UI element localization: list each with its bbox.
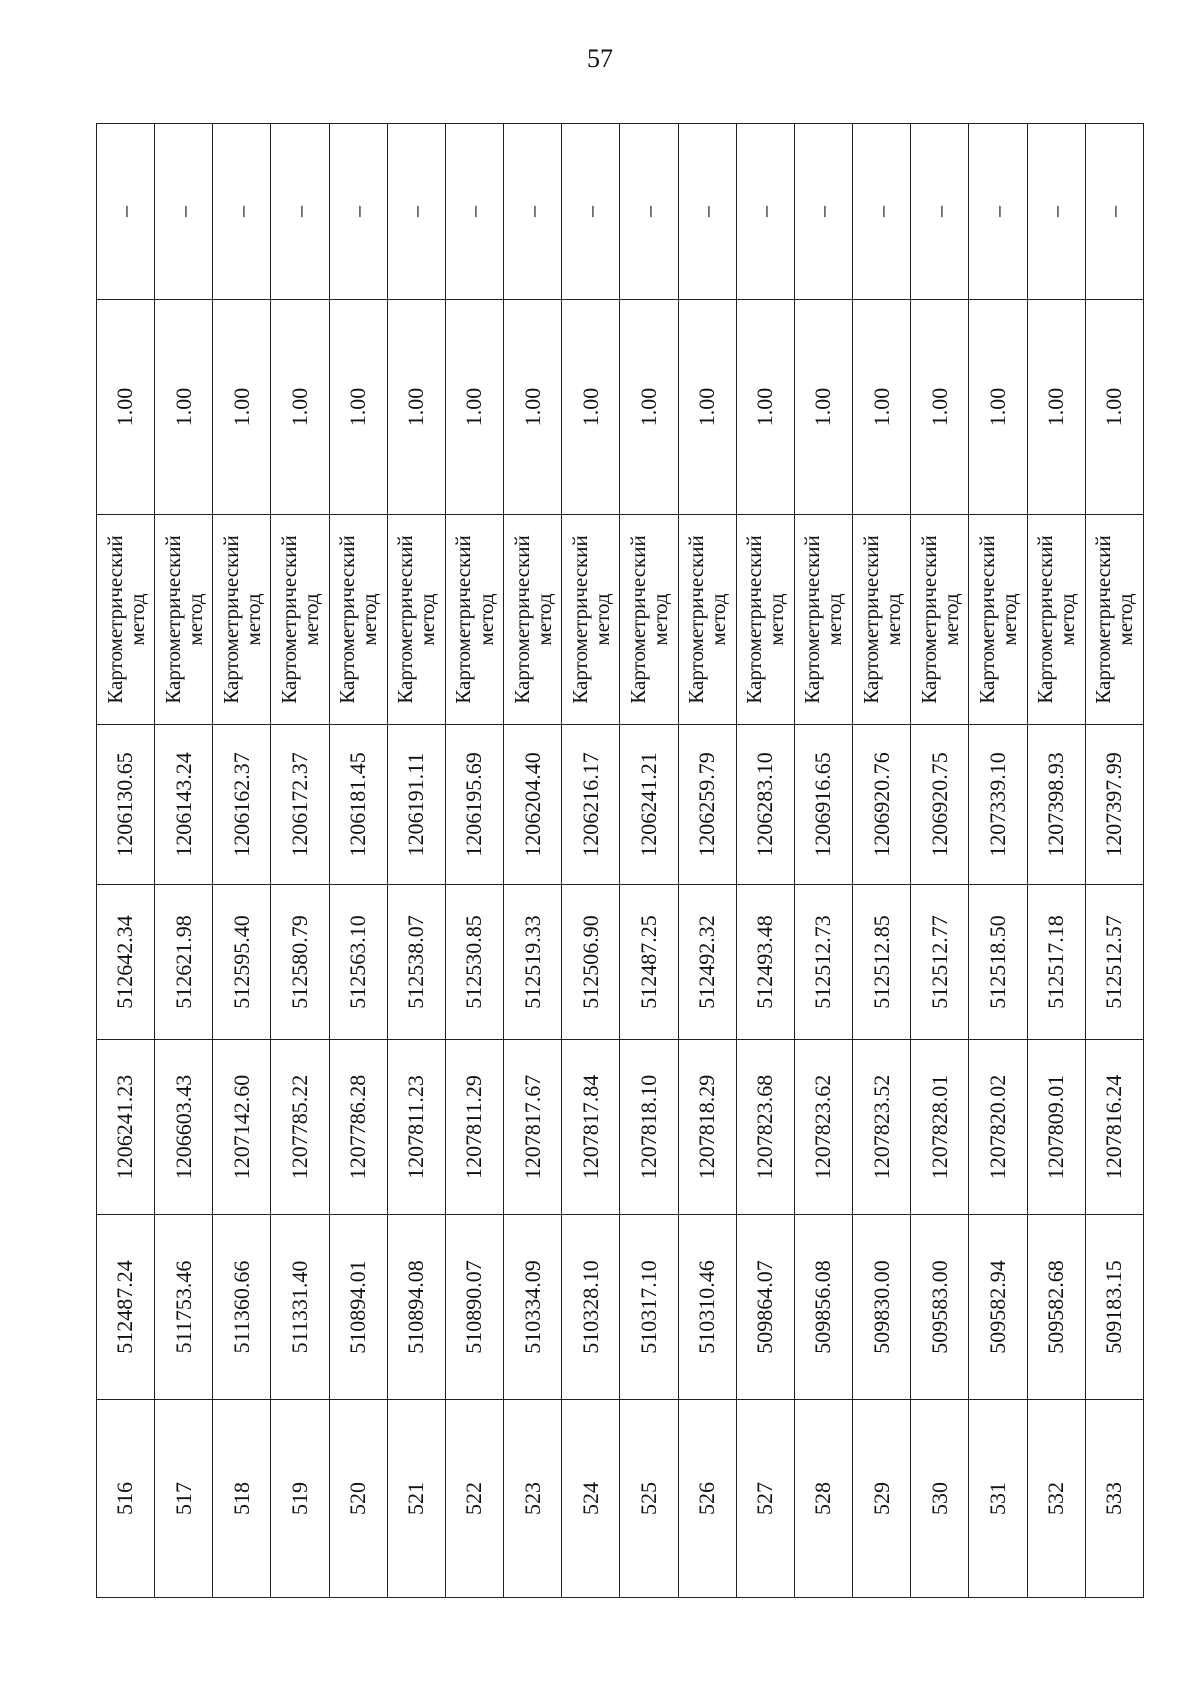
method-cell: Картометрический метод — [213, 515, 271, 725]
table-row — [562, 124, 620, 1598]
x-coordinate-cell: 509183.15 — [1085, 1215, 1143, 1400]
method-cell: Картометрический метод — [562, 515, 620, 725]
y-coordinate-cell: 1207817.67 — [504, 1040, 562, 1215]
x-coordinate-alt-cell: 512517.18 — [1027, 885, 1085, 1040]
point-number-cell: 520 — [329, 1400, 387, 1598]
y-coordinate-alt-cell: 1206162.37 — [213, 725, 271, 885]
y-coordinate-alt-cell: 1206916.65 — [794, 725, 852, 885]
y-coordinate-cell: 1207823.68 — [736, 1040, 794, 1215]
note-cell: – — [736, 124, 794, 300]
accuracy-cell: 1.00 — [562, 300, 620, 515]
method-cell: Картометрический метод — [329, 515, 387, 725]
rotated-table-wrapper — [96, 124, 1144, 1598]
x-coordinate-cell: 509583.00 — [911, 1215, 969, 1400]
table-row — [911, 124, 969, 1598]
accuracy-cell: 1.00 — [853, 300, 911, 515]
accuracy-cell: 1.00 — [213, 300, 271, 515]
point-number-cell: 532 — [1027, 1400, 1085, 1598]
point-number-cell: 529 — [853, 1400, 911, 1598]
x-coordinate-cell: 511331.40 — [271, 1215, 329, 1400]
y-coordinate-cell: 1207811.29 — [445, 1040, 503, 1215]
x-coordinate-alt-cell: 512530.85 — [445, 885, 503, 1040]
point-number-cell: 517 — [155, 1400, 213, 1598]
accuracy-cell: 1.00 — [445, 300, 503, 515]
method-cell: Картометрический метод — [1085, 515, 1143, 725]
y-coordinate-cell: 1206241.23 — [97, 1040, 155, 1215]
y-coordinate-alt-cell: 1206283.10 — [736, 725, 794, 885]
x-coordinate-alt-cell: 512512.85 — [853, 885, 911, 1040]
note-cell: – — [504, 124, 562, 300]
y-coordinate-alt-cell: 1206920.76 — [853, 725, 911, 885]
note-cell: – — [794, 124, 852, 300]
note-cell: – — [97, 124, 155, 300]
accuracy-cell: 1.00 — [329, 300, 387, 515]
x-coordinate-cell: 509864.07 — [736, 1215, 794, 1400]
accuracy-cell: 1.00 — [794, 300, 852, 515]
point-number-cell: 531 — [969, 1400, 1027, 1598]
method-cell: Картометрический метод — [97, 515, 155, 725]
y-coordinate-alt-cell: 1207398.93 — [1027, 725, 1085, 885]
method-cell: Картометрический метод — [911, 515, 969, 725]
note-cell: – — [969, 124, 1027, 300]
method-cell: Картометрический метод — [853, 515, 911, 725]
y-coordinate-alt-cell: 1206204.40 — [504, 725, 562, 885]
coordinates-table-area — [96, 124, 1144, 1598]
accuracy-cell: 1.00 — [271, 300, 329, 515]
y-coordinate-alt-cell: 1206216.17 — [562, 725, 620, 885]
method-cell: Картометрический метод — [969, 515, 1027, 725]
point-number-cell: 530 — [911, 1400, 969, 1598]
x-coordinate-cell: 510890.07 — [445, 1215, 503, 1400]
y-coordinate-cell: 1207817.84 — [562, 1040, 620, 1215]
x-coordinate-cell: 509856.08 — [794, 1215, 852, 1400]
note-cell: – — [620, 124, 678, 300]
x-coordinate-alt-cell: 512487.25 — [620, 885, 678, 1040]
y-coordinate-cell: 1207809.01 — [1027, 1040, 1085, 1215]
x-coordinate-alt-cell: 512519.33 — [504, 885, 562, 1040]
y-coordinate-alt-cell: 1206259.79 — [678, 725, 736, 885]
x-coordinate-alt-cell: 512621.98 — [155, 885, 213, 1040]
accuracy-cell: 1.00 — [736, 300, 794, 515]
coordinates-table — [96, 123, 1144, 1598]
y-coordinate-alt-cell: 1206920.75 — [911, 725, 969, 885]
table-row — [213, 124, 271, 1598]
y-coordinate-cell: 1207823.62 — [794, 1040, 852, 1215]
point-number-cell: 528 — [794, 1400, 852, 1598]
note-cell: – — [1085, 124, 1143, 300]
x-coordinate-alt-cell: 512538.07 — [387, 885, 445, 1040]
x-coordinate-cell: 509582.68 — [1027, 1215, 1085, 1400]
page-number: 57 — [587, 44, 613, 73]
accuracy-cell: 1.00 — [504, 300, 562, 515]
x-coordinate-cell: 511360.66 — [213, 1215, 271, 1400]
y-coordinate-alt-cell: 1206241.21 — [620, 725, 678, 885]
table-row — [736, 124, 794, 1598]
accuracy-cell: 1.00 — [387, 300, 445, 515]
x-coordinate-cell: 510317.10 — [620, 1215, 678, 1400]
y-coordinate-alt-cell: 1206195.69 — [445, 725, 503, 885]
x-coordinate-cell: 510310.46 — [678, 1215, 736, 1400]
x-coordinate-cell: 510328.10 — [562, 1215, 620, 1400]
table-row — [329, 124, 387, 1598]
note-cell: – — [853, 124, 911, 300]
y-coordinate-cell: 1207820.02 — [969, 1040, 1027, 1215]
y-coordinate-cell: 1207816.24 — [1085, 1040, 1143, 1215]
x-coordinate-cell: 511753.46 — [155, 1215, 213, 1400]
x-coordinate-alt-cell: 512580.79 — [271, 885, 329, 1040]
x-coordinate-alt-cell: 512563.10 — [329, 885, 387, 1040]
accuracy-cell: 1.00 — [911, 300, 969, 515]
y-coordinate-cell: 1207828.01 — [911, 1040, 969, 1215]
accuracy-cell: 1.00 — [97, 300, 155, 515]
method-cell: Картометрический метод — [1027, 515, 1085, 725]
x-coordinate-cell: 509830.00 — [853, 1215, 911, 1400]
y-coordinate-alt-cell: 1207339.10 — [969, 725, 1027, 885]
note-cell: – — [329, 124, 387, 300]
accuracy-cell: 1.00 — [969, 300, 1027, 515]
accuracy-cell: 1.00 — [1027, 300, 1085, 515]
method-cell: Картометрический метод — [155, 515, 213, 725]
x-coordinate-cell: 510894.01 — [329, 1215, 387, 1400]
y-coordinate-alt-cell: 1206130.65 — [97, 725, 155, 885]
method-cell: Картометрический метод — [678, 515, 736, 725]
y-coordinate-cell: 1207823.52 — [853, 1040, 911, 1215]
method-cell: Картометрический метод — [736, 515, 794, 725]
table-row — [853, 124, 911, 1598]
note-cell: – — [387, 124, 445, 300]
table-row — [504, 124, 562, 1598]
method-cell: Картометрический метод — [271, 515, 329, 725]
x-coordinate-alt-cell: 512506.90 — [562, 885, 620, 1040]
note-cell: – — [1027, 124, 1085, 300]
y-coordinate-cell: 1207785.22 — [271, 1040, 329, 1215]
point-number-cell: 527 — [736, 1400, 794, 1598]
y-coordinate-alt-cell: 1206191.11 — [387, 725, 445, 885]
note-cell: – — [678, 124, 736, 300]
point-number-cell: 523 — [504, 1400, 562, 1598]
table-row — [620, 124, 678, 1598]
point-number-cell: 524 — [562, 1400, 620, 1598]
point-number-cell: 525 — [620, 1400, 678, 1598]
table-row — [969, 124, 1027, 1598]
x-coordinate-alt-cell: 512512.77 — [911, 885, 969, 1040]
x-coordinate-cell: 510894.08 — [387, 1215, 445, 1400]
table-row — [678, 124, 736, 1598]
note-cell: – — [911, 124, 969, 300]
x-coordinate-cell: 512487.24 — [97, 1215, 155, 1400]
accuracy-cell: 1.00 — [620, 300, 678, 515]
accuracy-cell: 1.00 — [678, 300, 736, 515]
table-row — [445, 124, 503, 1598]
note-cell: – — [271, 124, 329, 300]
y-coordinate-cell: 1207818.10 — [620, 1040, 678, 1215]
point-number-cell: 521 — [387, 1400, 445, 1598]
table-row — [387, 124, 445, 1598]
x-coordinate-alt-cell: 512492.32 — [678, 885, 736, 1040]
y-coordinate-cell: 1207811.23 — [387, 1040, 445, 1215]
y-coordinate-alt-cell: 1206181.45 — [329, 725, 387, 885]
note-cell: – — [445, 124, 503, 300]
method-cell: Картометрический метод — [445, 515, 503, 725]
point-number-cell: 516 — [97, 1400, 155, 1598]
y-coordinate-cell: 1206603.43 — [155, 1040, 213, 1215]
accuracy-cell: 1.00 — [1085, 300, 1143, 515]
y-coordinate-cell: 1207142.60 — [213, 1040, 271, 1215]
note-cell: – — [213, 124, 271, 300]
y-coordinate-alt-cell: 1206143.24 — [155, 725, 213, 885]
x-coordinate-cell: 509582.94 — [969, 1215, 1027, 1400]
accuracy-cell: 1.00 — [155, 300, 213, 515]
point-number-cell: 519 — [271, 1400, 329, 1598]
table-row — [794, 124, 852, 1598]
x-coordinate-alt-cell: 512493.48 — [736, 885, 794, 1040]
y-coordinate-alt-cell: 1207397.99 — [1085, 725, 1143, 885]
table-row — [97, 124, 155, 1598]
method-cell: Картометрический метод — [504, 515, 562, 725]
x-coordinate-alt-cell: 512512.73 — [794, 885, 852, 1040]
method-cell: Картометрический метод — [620, 515, 678, 725]
x-coordinate-alt-cell: 512642.34 — [97, 885, 155, 1040]
point-number-cell: 533 — [1085, 1400, 1143, 1598]
point-number-cell: 518 — [213, 1400, 271, 1598]
point-number-cell: 522 — [445, 1400, 503, 1598]
y-coordinate-alt-cell: 1206172.37 — [271, 725, 329, 885]
table-row — [1027, 124, 1085, 1598]
y-coordinate-cell: 1207786.28 — [329, 1040, 387, 1215]
point-number-cell: 526 — [678, 1400, 736, 1598]
note-cell: – — [562, 124, 620, 300]
table-row — [271, 124, 329, 1598]
method-cell: Картометрический метод — [387, 515, 445, 725]
table-body — [97, 124, 1144, 1598]
x-coordinate-alt-cell: 512595.40 — [213, 885, 271, 1040]
table-row — [155, 124, 213, 1598]
x-coordinate-alt-cell: 512512.57 — [1085, 885, 1143, 1040]
y-coordinate-cell: 1207818.29 — [678, 1040, 736, 1215]
x-coordinate-cell: 510334.09 — [504, 1215, 562, 1400]
note-cell: – — [155, 124, 213, 300]
x-coordinate-alt-cell: 512518.50 — [969, 885, 1027, 1040]
table-row — [1085, 124, 1143, 1598]
method-cell: Картометрический метод — [794, 515, 852, 725]
